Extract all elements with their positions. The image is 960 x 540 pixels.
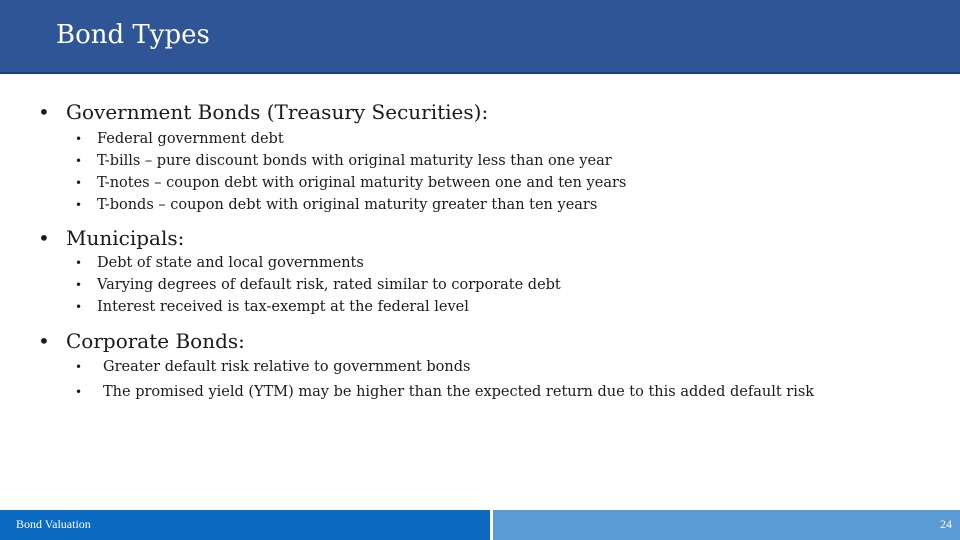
- section-heading: [38, 329, 245, 353]
- footer-right-bar: [493, 510, 960, 540]
- list-item: • T-bills – pure discount bonds with original maturity less than one year: [75, 150, 626, 172]
- list-item: • Debt of state and local governments: [75, 252, 561, 274]
- list-item: • The promised yield (YTM) may be higher than the expected return due to this added default risk: [75, 380, 814, 405]
- sub-list: [75, 128, 626, 216]
- list-item: • Varying degrees of default risk, rated similar to corporate debt: [75, 274, 561, 296]
- sub-list: [75, 355, 814, 405]
- section-heading: [38, 226, 184, 250]
- heading-text: Government Bonds (Treasury Securities):: [66, 100, 489, 124]
- list-item: • T-notes – coupon debt with original maturity between one and ten years: [75, 172, 626, 194]
- list-item: • Interest received is tax-exempt at the federal level: [75, 296, 561, 318]
- heading-text: Corporate Bonds:: [66, 329, 245, 353]
- page-number: 24: [940, 517, 952, 531]
- footer-left-bar: [0, 510, 490, 540]
- list-item: • Greater default risk relative to government bonds: [75, 355, 814, 380]
- footer-label: Bond Valuation: [16, 517, 91, 531]
- list-item: • T-bonds – coupon debt with original maturity greater than ten years: [75, 194, 626, 216]
- list-item: • Federal government debt: [75, 128, 626, 150]
- title-bar: [0, 0, 960, 74]
- heading-text: Municipals:: [66, 226, 185, 250]
- section-heading: [38, 100, 488, 124]
- bullet-icon: •: [38, 226, 50, 250]
- sub-list: [75, 252, 561, 318]
- slide-title: Bond Types: [56, 20, 210, 50]
- bullet-icon: •: [38, 100, 50, 124]
- bullet-icon: •: [38, 329, 50, 353]
